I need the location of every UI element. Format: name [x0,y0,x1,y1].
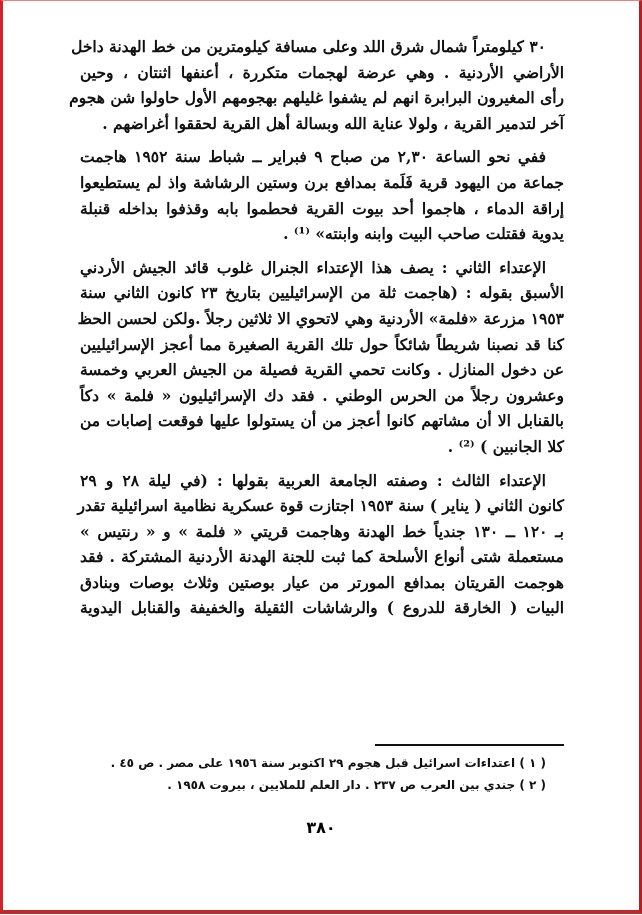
text-line: وعشرون رجلاً من الحرس الوطني . فقد دك الإسرائيليون « فلمة » دكاً [80,385,564,405]
footnote-divider [375,744,564,746]
text-line: الأسبق بقوله : (هاجمت ثلة من الإسرائيليين بتاريخ ٢٣ كانون الثاني سنة [80,283,564,303]
text-line: عن دخول المنازل . وكانت تحمي القرية فصيلة من الجيش العربي وخمسة [80,360,564,380]
footnote-2: ( ٢ ) جندي بين العرب ص ٢٣٧ . دار العلم للملايين ، بيروت ١٩٥٨ . [167,778,546,792]
text-line: ففي نحو الساعة ٢,٣٠ من صباح ٩ فبراير ــ شباط سنة ١٩٥٢ هاجمت [80,147,547,167]
text-line: رأى المغيرون البرابرة انهم لم يشفوا غليلهم بهجومهم الأول حاولوا شن هجوم [69,88,564,108]
paragraph [77,468,564,622]
footnotes [80,752,564,796]
page-number: ٣٨٠ [306,818,336,837]
text-line: إراقة الدماء ، هاجموا أحد بيوت القرية فحطموا بابه وقذفوا بداخله قنبلة [80,198,564,218]
text-line: البيات ( الخارقة للدروع ) والرشاشات الثقيلة والخفيفة والقنابل اليدوية [80,598,564,618]
text-line: آخر لتدمير القرية ، ولولا عناية الله وبسالة أهل القرية لحققوا أغراضهم . [102,113,564,133]
text-line: هوجمت القريتان بمدافع المورتر من عيار بوصتين وثلاث بوصات وبنادق [80,572,564,592]
text-line: الإعتداء الثالث : وصفته الجامعة العربية بقولها : (في ليلة ٢٨ و ٢٩ [80,470,546,490]
text-line: بالقنابل الا أن مشاتهم كانوا أعجز من أن يستولوا عليها فوقعت إصابات من [80,411,564,431]
text-line: كلا الجانبين ) ⁽²⁾ . [447,436,564,456]
text-line: مستعملة شتى أنواع الأسلحة كما ثبت للجنة الهدنة الأردنية المشتركة . فقد [80,547,564,567]
text-line: كانون الثاني ( يناير ) سنة ١٩٥٣ اجتازت قوة عسكرية نظامية اسرائيلية تقدر [77,496,564,516]
text-line: ١٩٥٣ مزرعة «فلمة» الأردنية وهي لاتحوي الا ثلاثين رجلاً .ولكن لحسن الحظ [77,308,564,328]
text-line: الإعتداء الثاني : يصف هذا الإعتداء الجنرال غلوب قائد الجيش الأردني [80,257,546,277]
text-line: ٣٠ كيلومتراً شمال شرق اللد وعلى مسافة كيلومترين من خط الهدنة داخل [71,37,546,56]
paragraph [80,144,564,246]
text-line: الأراضي الأردنية . وهي عرضة لهجمات متكررة ، أعنفها اثنتان ، وحين [80,62,564,82]
paragraph [69,34,564,136]
body-text [69,34,564,629]
text-line: يدوية فقتلت صاحب البيت وابنه وابنته» ⁽¹⁾ . [283,224,564,244]
text-line: كنا قد نصبنا شريطاً شائكاً حول تلك القرية الصغيرة مما أعجز الإسرائيليين [80,334,564,354]
footnote-1: ( ١ ) اعتداءات اسرائيل قبل هجوم ٢٩ اكتوبر سنة ١٩٥٦ على مصر . ص ٤٥ . [110,756,546,770]
text-line: جماعة من اليهود قرية فَلَمة بمدافع برن وستين الرشاشة واذ لم يستطيعوا [80,172,564,192]
text-line: بـ ١٢٠ ــ ١٣٠ جندياً خط الهدنة وهاجمت قريتي « فلمة » و « رنتيس » [80,521,564,541]
paragraph [77,255,564,460]
